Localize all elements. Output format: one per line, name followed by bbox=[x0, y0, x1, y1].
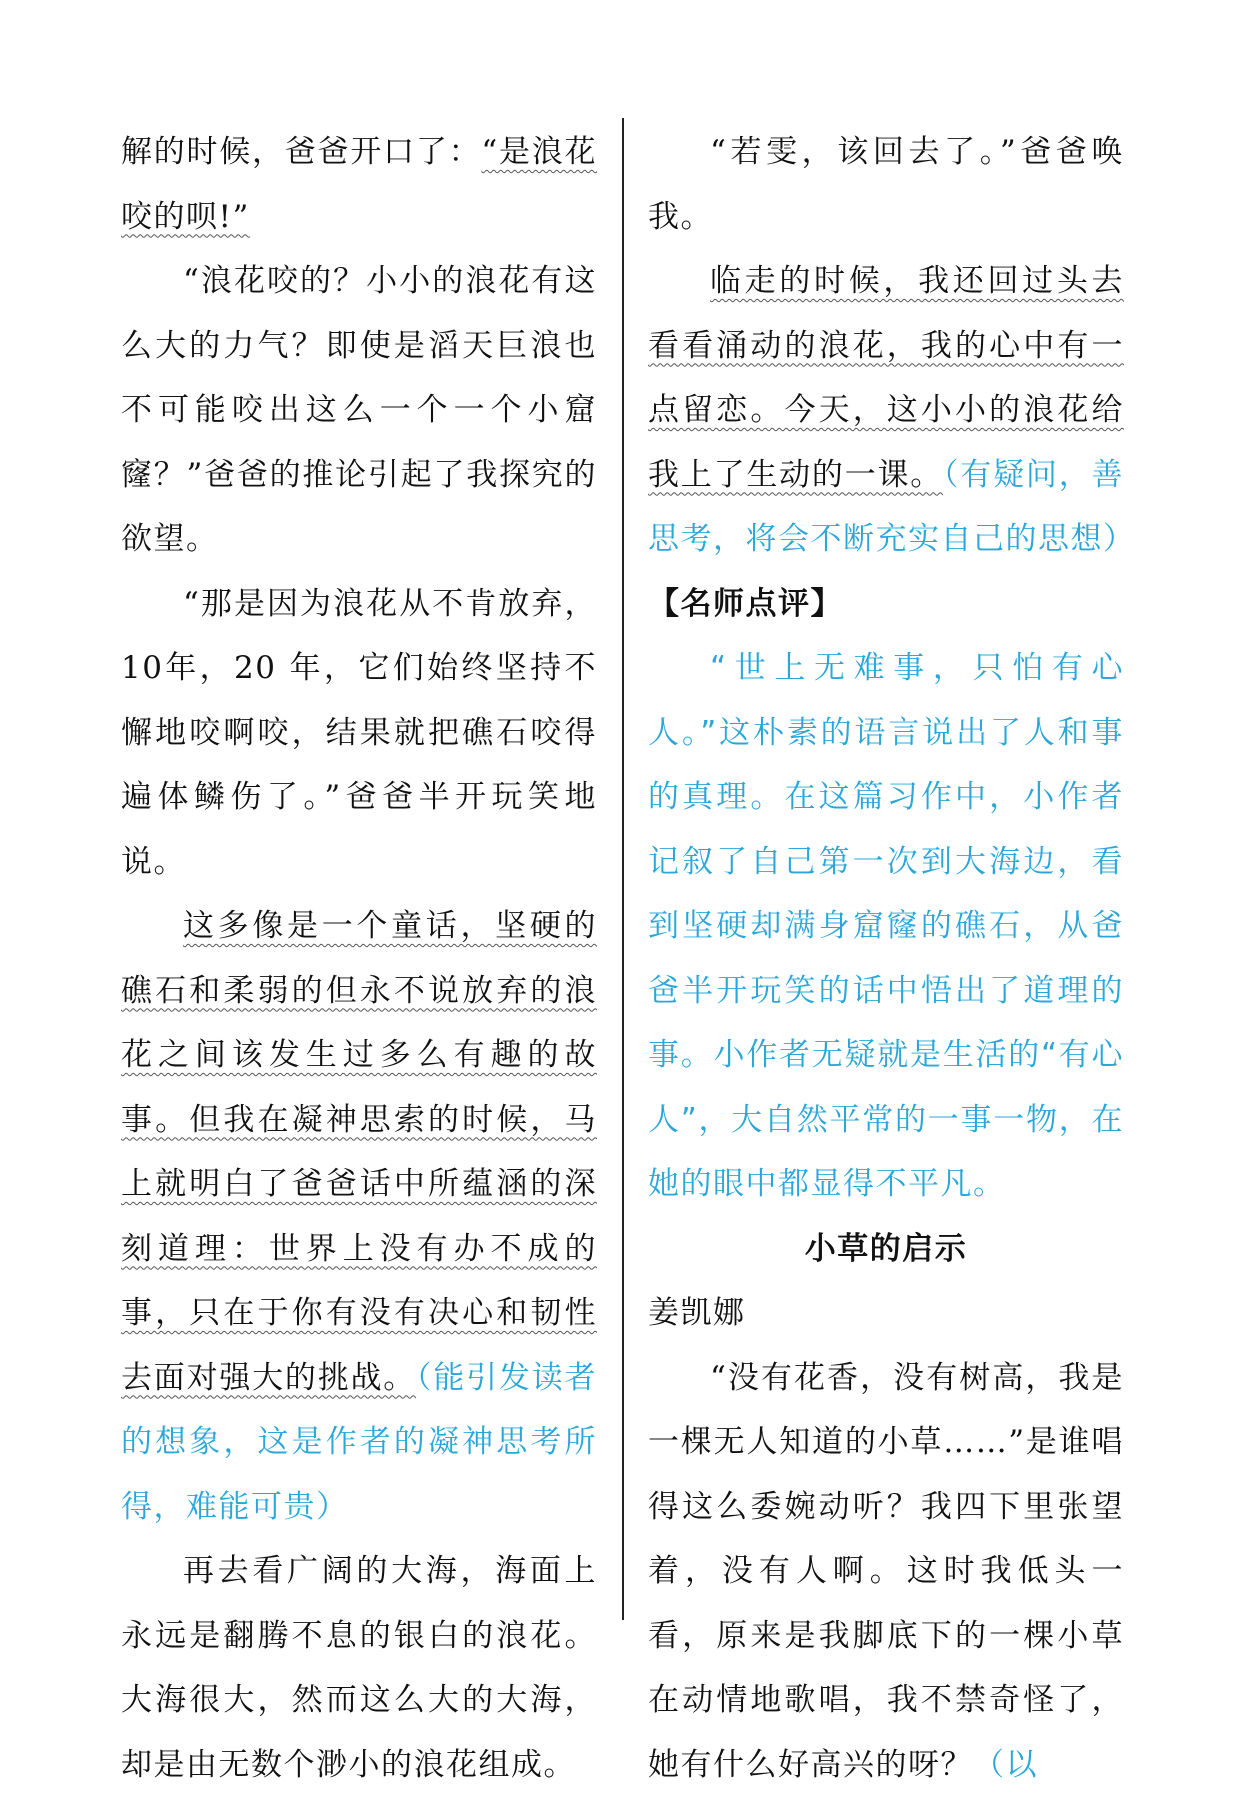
teacher-comment: “世上无难事，只怕有心人。”这朴素的语言说出了人和事的真理。在这篇习作中，小作者记叙了自己第一次到大海边，看到坚硬却满身窟窿的礁石，从爸爸半开玩笑的话中悟出了道理的事。小作者无疑就是生活的“有心人”，大自然平常的一事一物，在她的眼中都显得不平凡。 bbox=[648, 636, 1124, 1217]
paragraph-7-text: 临走的时候，我还回过头去看看涌动的浪花，我的心中有一点留恋。今天，这小小的浪花给我上了生动的一课。 bbox=[648, 263, 1124, 493]
paragraph-5: 再去看广阔的大海，海面上永远是翻腾不息的银白的浪花。大海很大，然而这么大的大海，却是由无数个渺小的浪花组成。 bbox=[121, 1539, 597, 1797]
paragraph-2: “浪花咬的？小小的浪花有这么大的力气？即使是滔天巨浪也不可能咬出这么一个一个小窟窿？”爸爸的推论引起了我探究的欲望。 bbox=[121, 249, 597, 572]
left-column bbox=[121, 120, 597, 1797]
essay-title: 小草的启示 bbox=[648, 1217, 1124, 1282]
column-divider bbox=[622, 118, 624, 1620]
paragraph-4-text: 这多像是一个童话，坚硬的礁石和柔弱的但永不说放弃的浪花之间该发生过多么有趣的故事。但我在凝神思索的时候，马上就明白了爸爸话中所蕴涵的深刻道理：世界上没有办不成的事，只在于你有没有决心和韧性去面对强大的挑战。 bbox=[121, 908, 597, 1396]
paragraph-8 bbox=[648, 1346, 1124, 1797]
paragraph-3: “那是因为浪花从不肯放弃，10年，20 年，它们始终坚持不懈地咬啊咬，结果就把礁石咬得遍体鳞伤了。”爸爸半开玩笑地说。 bbox=[121, 572, 597, 895]
comment-heading: 【名师点评】 bbox=[648, 572, 1124, 637]
paragraph-4-note: （能引发读者的想象，这是作者的凝神思考所得，难能可贵） bbox=[121, 1360, 597, 1525]
paragraph-7-note: （有疑问，善思考，将会不断充实自己的思想） bbox=[648, 457, 1136, 558]
paragraph-1 bbox=[121, 120, 597, 249]
right-column bbox=[648, 120, 1124, 1797]
paragraph-6: “若雯，该回去了。”爸爸唤我。 bbox=[648, 120, 1124, 249]
paragraph-7 bbox=[648, 249, 1124, 572]
paragraph-8-text: “没有花香，没有树高，我是一棵无人知道的小草……”是谁唱得这么委婉动听？我四下里张望着，没有人啊。这时我低头一看，原来是我脚底下的一棵小草在动情地歌唱，我不禁奇怪了，她有什么好高兴的呀？ bbox=[648, 1360, 1124, 1783]
paragraph-8-note: （以 bbox=[973, 1747, 1038, 1783]
essay-author: 姜凯娜 bbox=[648, 1281, 1124, 1346]
paragraph-1-text: 解的时候，爸爸开口了： bbox=[121, 134, 481, 170]
paragraph-4 bbox=[121, 894, 597, 1539]
paragraph-1-quote: “是浪花咬的呗!” bbox=[121, 134, 597, 235]
